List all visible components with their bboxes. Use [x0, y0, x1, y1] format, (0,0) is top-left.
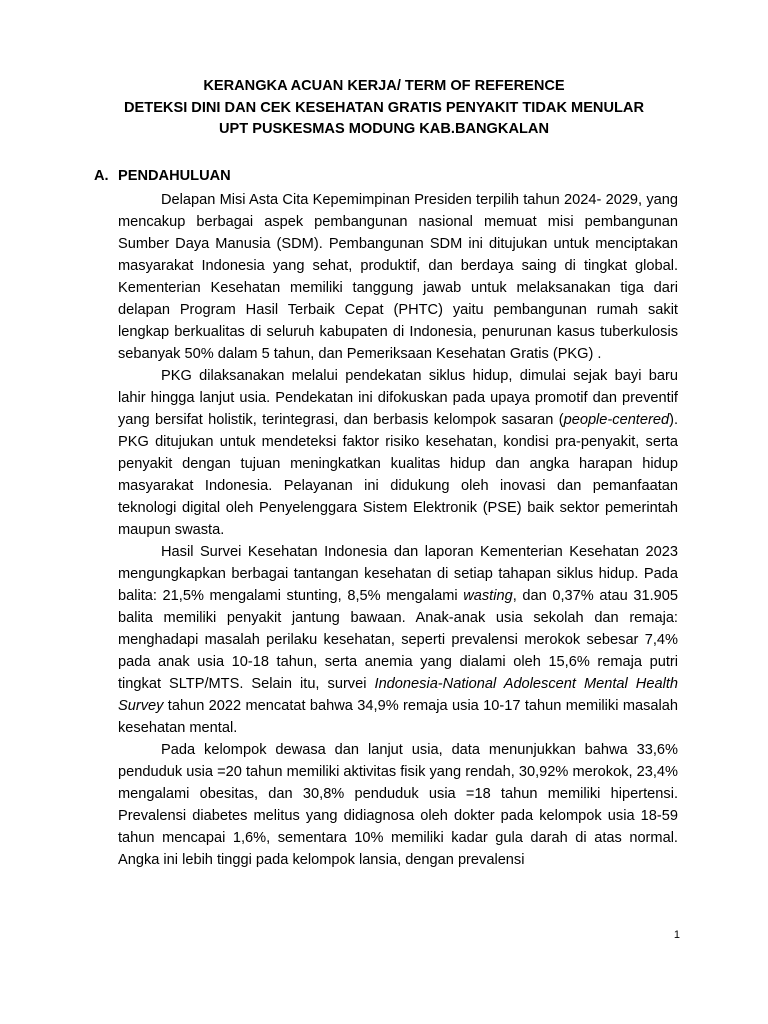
paragraph-text: Hasil Survei Kesehatan Indonesia dan laporan Kementerian Kesehatan 2023 mengungkapkan berbagai tantangan kesehatan di setiap tahapan siklus hidup. Pada balita: 21,5% mengalami stunting, 8,5% mengalami — [118, 544, 678, 604]
section-letter: A. — [94, 168, 109, 184]
title-line-3: UPT PUSKESMAS MODUNG KAB.BANGKALAN — [219, 121, 549, 137]
paragraph-text: PKG dilaksanakan melalui pendekatan siklus hidup, dimulai sejak bayi baru lahir hingga lanjut usia. Pendekatan ini difokuskan pada upaya promotif dan preventif yang bersifat holistik, terintegrasi, dan berbasis kelompok sasaran ( — [118, 368, 678, 428]
italic-term: Indonesia-National Adolescent Mental Health Survey — [118, 676, 678, 714]
italic-term: people-centered — [563, 412, 670, 428]
paragraph-3 — [118, 541, 678, 739]
page-number: 1 — [673, 929, 680, 941]
italic-term: wasting — [463, 588, 513, 604]
paragraph-text: Delapan Misi Asta Cita Kepemimpinan Presiden terpilih tahun 2024- 2029, yang mencakup berbagai aspek pembangunan nasional memuat misi pembangunan Sumber Daya Manusia (SDM). Pembangunan SDM ini ditujukan untuk menciptakan masyarakat Indonesia yang sehat, produktif, dan berdaya saing di tingkat global. Kementerian Kesehatan memiliki tanggung jawab untuk melaksanakan tiga dari delapan Program Hasil Terbaik Cepat (PHTC) yaitu pembangunan rumah sakit lengkap berkualitas di seluruh kabupaten di Indonesia, penurunan kasus tuberkulosis sebanyak 50% dalam 5 tahun, dan Pemeriksaan Kesehatan Gratis (PKG) . — [118, 192, 678, 362]
paragraph-text: , dan 0,37% atau 31.905 balita memiliki penyakit jantung bawaan. Anak-anak usia sekolah dan remaja: menghadapi masalah perilaku kesehatan, seperti prevalensi merokok sebesar 7,4% pada anak usia 10-18 tahun, serta anemia yang dialami oleh 15,6% remaja putri tingkat SLTP/MTS. Selain itu, survei — [118, 588, 678, 692]
paragraph-text: Pada kelompok dewasa dan lanjut usia, data menunjukkan bahwa 33,6% penduduk usia =20 tahun memiliki aktivitas fisik yang rendah, 30,92% merokok, 23,4% mengalami obesitas, dan 30,8% penduduk usia =18 tahun memiliki hipertensi. Prevalensi diabetes melitus yang didiagnosa oleh dokter pada kelompok usia 18-59 tahun mencapai 1,6%, sementara 10% memiliki kadar gula darah di atas normal. Angka ini lebih tinggi pada kelompok lansia, dengan prevalensi — [118, 742, 678, 868]
section-title: PENDAHULUAN — [118, 168, 231, 184]
body-text — [118, 189, 678, 871]
paragraph-1 — [118, 189, 678, 365]
document-title — [0, 76, 768, 141]
paragraph-text: ). PKG ditujukan untuk mendeteksi faktor risiko kesehatan, kondisi pra-penyakit, serta penyakit dengan tujuan meningkatkan kualitas hidup dan angka harapan hidup masyarakat Indonesia. Pelayanan ini didukung oleh inovasi dan pemanfaatan teknologi digital oleh Penyelenggara Sistem Elektronik (PSE) baik sektor pemerintah maupun swasta. — [118, 412, 678, 538]
section-heading — [94, 166, 231, 186]
paragraph-text: tahun 2022 mencatat bahwa 34,9% remaja usia 10-17 tahun memiliki masalah kesehatan mental. — [118, 698, 678, 736]
paragraph-2 — [118, 365, 678, 541]
title-line-2: DETEKSI DINI DAN CEK KESEHATAN GRATIS PENYAKIT TIDAK MENULAR — [124, 99, 644, 116]
title-line-1: KERANGKA ACUAN KERJA/ TERM OF REFERENCE — [203, 78, 565, 94]
paragraph-4 — [118, 739, 678, 871]
